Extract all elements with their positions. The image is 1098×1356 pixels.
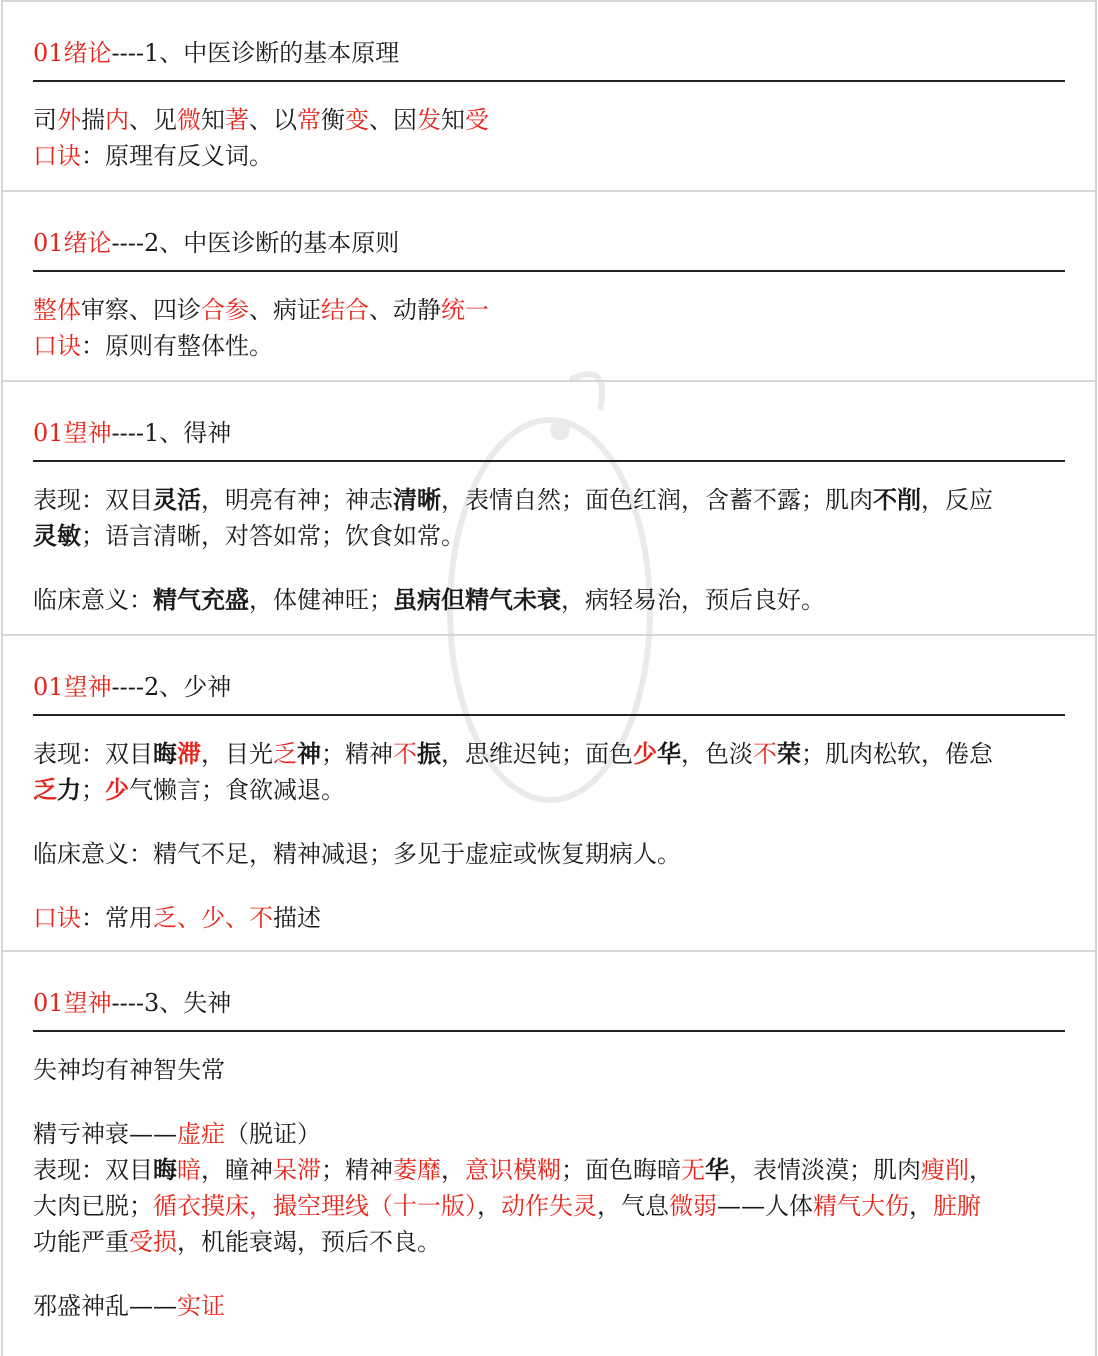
card-principles [1,0,1097,192]
card-title [33,636,1065,704]
text-segment: 变 [345,106,369,134]
text-segment: 大肉已脱； [33,1192,153,1220]
text-segment: 萎靡 [393,1156,441,1184]
section-tag: 01绪论 [33,39,112,67]
text-segment: 、以 [249,106,297,134]
text-segment: ，病轻易治，预后良好。 [561,586,825,614]
text-segment: 邪盛神乱—— [33,1292,177,1320]
card-title [33,952,1065,1020]
text-segment: 神 [297,739,321,768]
text-segment: 、动静 [369,296,441,324]
text-segment: 虽病但精气未衰 [393,585,561,614]
text-segment: 、病证 [249,296,321,324]
text-segment: ， [441,1156,465,1184]
card-title [33,2,1065,70]
text-segment: 精气大伤 [813,1192,909,1220]
card-shaoshen [1,636,1097,952]
text-segment: 精气充盛 [153,585,249,614]
section-heading: ----1、得神 [111,419,232,447]
section-heading: ----3、失神 [111,989,232,1017]
text-segment: ，瞳神 [201,1156,273,1184]
text-segment: 微 [177,106,201,134]
text-segment: 灵活 [153,485,201,514]
text-segment: 动作失灵 [501,1192,597,1220]
symptoms-line [33,1152,1065,1188]
text-segment: 精亏神衰—— [33,1120,177,1148]
text-segment: 灵敏 [33,521,81,550]
section-tag: 01望神 [33,419,112,447]
text-segment: ：常用 [81,904,153,932]
text-segment: 乏 [273,740,297,768]
mnemonic-line [33,900,1065,936]
text-segment: 临床意义： [33,586,153,614]
text-segment: ；精神 [321,1156,393,1184]
section-tag: 01绪论 [33,229,112,257]
mnemonic-label: 口诀 [33,142,81,170]
text-segment: 不削 [873,485,921,514]
text-segment: ； [81,776,105,804]
card-rules [1,192,1097,382]
text-segment: 著 [225,106,249,134]
text-segment: 华 [657,739,681,768]
text-segment: 不 [753,740,777,768]
card-shishen [1,952,1097,1356]
section-tag: 01望神 [33,673,112,701]
text-segment: 瘦削 [921,1156,969,1184]
intro-line: 失神均有神智失常 [33,1056,225,1084]
text-segment: 无 [681,1156,705,1184]
mnemonic-text: ：原则有整体性。 [81,332,273,360]
text-segment: ，反应 [921,486,993,514]
principle-line [33,292,1065,328]
mnemonic-label: 口诀 [33,332,81,360]
symptoms-line [33,736,1065,772]
text-segment: 实证 [177,1292,225,1320]
text-segment: 不 [393,740,417,768]
text-segment: 统一 [441,296,489,324]
text-segment: 晦 [153,739,177,768]
text-segment: 乏、少、不 [153,904,273,932]
text-segment: 脏腑 [933,1192,981,1220]
text-segment: 受损 [129,1228,177,1256]
mnemonic-text: ：原理有反义词。 [81,142,273,170]
clinical-meaning [33,836,1065,872]
section-heading: ----1、中医诊断的基本原理 [111,39,400,67]
text-segment: ，色淡 [681,740,753,768]
text-segment: ——人体 [717,1192,813,1220]
text-segment: 清晰 [393,485,441,514]
text-segment: 揣 [81,106,105,134]
text-segment: 乏 [33,775,57,804]
section-tag: 01望神 [33,989,112,1017]
text-segment: 衡 [321,106,345,134]
mnemonic-line [33,328,1065,364]
text-segment: 意识模糊 [465,1156,561,1184]
text-segment: 合参 [201,296,249,324]
text-segment: 审察、四诊 [81,296,201,324]
text-segment: 临床意义：精气不足，精神减退；多见于虚症或恢复期病人。 [33,840,681,868]
text-segment: 华 [705,1155,729,1184]
text-segment: 虚症 [177,1120,225,1148]
text-segment: ，目光 [201,740,273,768]
text-segment: 少 [633,739,657,768]
text-segment: 内 [105,106,129,134]
text-segment: 暗 [177,1156,201,1184]
text-segment: 知 [201,106,225,134]
subheading [33,1288,1065,1324]
card-title [33,192,1065,260]
text-segment: 循衣摸床，撮空理线（十一版） [153,1192,477,1220]
text-segment: 司 [33,106,57,134]
text-segment: ，气息 [597,1192,669,1220]
text-segment: 口诀 [33,904,81,932]
text-segment: ；精神 [321,740,393,768]
text-segment: 振 [417,739,441,768]
clinical-meaning [33,582,1065,618]
text-segment: 晦 [153,1155,177,1184]
text-segment: 气懒言；食欲减退。 [129,776,345,804]
card-deshen [1,382,1097,636]
text-segment: ， [969,1156,993,1184]
symptoms-line [33,482,1065,518]
text-segment: 功能严重 [33,1228,129,1256]
text-segment: ；面色晦暗 [561,1156,681,1184]
text-segment: ， [477,1192,501,1220]
section-heading: ----2、中医诊断的基本原则 [111,229,400,257]
symptoms-line [33,518,1065,554]
text-segment: 、因 [369,106,417,134]
text-segment: 外 [57,106,81,134]
text-segment: 整体 [33,296,81,324]
text-segment: 表现：双目 [33,486,153,514]
text-segment: 、见 [129,106,177,134]
symptoms-line [33,1224,1065,1260]
text-segment: ，体健神旺； [249,586,393,614]
section-heading: ----2、少神 [111,673,232,701]
text-segment: 滞 [177,739,201,768]
mnemonic-line [33,138,1065,174]
text-segment: 呆滞 [273,1156,321,1184]
text-segment: ；语言清晰，对答如常；饮食如常。 [81,522,465,550]
text-segment: ， [909,1192,933,1220]
text-segment: （脱证） [225,1120,321,1148]
text-segment: 表现：双目 [33,1156,153,1184]
text-segment: 表现：双目 [33,740,153,768]
text-segment: 微弱 [669,1192,717,1220]
text-segment: 力 [57,775,81,804]
text-segment: ，思维迟钝；面色 [441,740,633,768]
text-segment: 受 [465,106,489,134]
text-segment: 描述 [273,904,321,932]
principle-line [33,102,1065,138]
text-segment: 常 [297,106,321,134]
text-segment: 荣 [777,739,801,768]
text-segment: ，明亮有神；神志 [201,486,393,514]
subheading [33,1116,1065,1152]
text-segment: 发 [417,106,441,134]
text-segment: 知 [441,106,465,134]
symptoms-line [33,1188,1065,1224]
text-segment: ，机能衰竭，预后不良。 [177,1228,441,1256]
text-segment: ，表情自然；面色红润，含蓄不露；肌肉 [441,486,873,514]
text-segment: 结合 [321,296,369,324]
text-segment: ，表情淡漠；肌肉 [729,1156,921,1184]
symptoms-line [33,772,1065,808]
card-title [33,382,1065,450]
text-segment: ；肌肉松软，倦怠 [801,740,993,768]
text-segment: 少 [105,775,129,804]
